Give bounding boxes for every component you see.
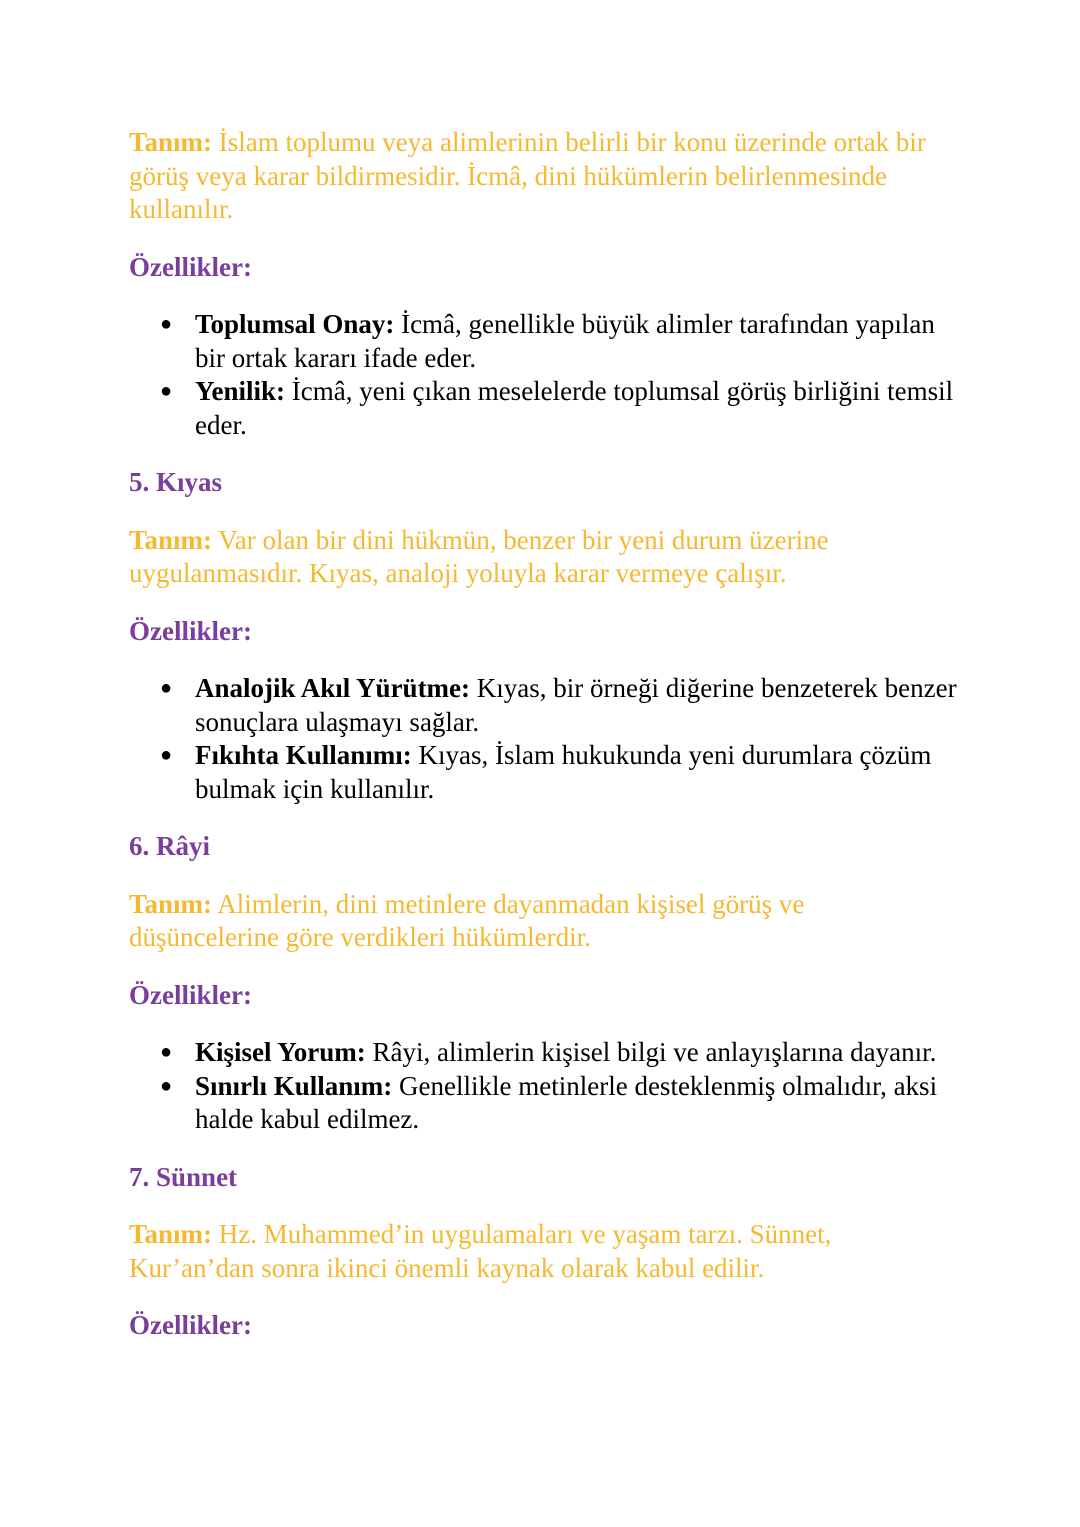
definition-label: Tanım: [129,524,213,555]
list-item [160,1070,959,1137]
document-page [129,126,959,1367]
bullet-icon: ● [160,1041,173,1063]
rayi-definition [129,888,959,955]
rayi-heading: 6. Râyi [129,831,210,861]
feature-text: İcmâ, genellikle büyük alimler tarafından yapılan bir ortak kararı ifade eder. [195,309,935,373]
definition-label: Tanım: [129,127,213,157]
sunnet-features-heading: Özellikler: [129,1310,252,1340]
definition-text: Alimlerin, dini metinlere dayanmadan kişisel görüş ve düşüncelerine göre verdikleri hükümlerdir. [129,888,805,952]
definition-text: İslam toplumu veya alimlerinin belirli bir konu üzerinde ortak bir görüş veya karar bildirmesidir. İcmâ, dini hükümlerin belirlenmesinde kullanılır. [129,127,926,224]
bullet-icon: ● [160,677,173,699]
feature-text: Kıyas, İslam hukukunda yeni durumlara çözüm bulmak için kullanılır. [195,740,932,804]
bullet-icon: ● [160,1074,173,1097]
list-item [160,739,959,806]
kiyas-definition [129,524,959,591]
bullet-icon: ● [160,380,173,402]
definition-text: Var olan bir dini hükmün, benzer bir yeni durum üzerine uygulanmasıdır. Kıyas, analoji yoluyla karar vermeye çalışır. [129,524,829,588]
feature-term: Toplumsal Onay: [195,309,395,339]
kiyas-features-list [129,672,959,806]
list-item [160,375,959,442]
sunnet-definition [129,1218,959,1285]
sunnet-heading: 7. Sünnet [129,1161,238,1192]
icma-definition [129,126,959,227]
feature-text: İcmâ, yeni çıkan meselelerde toplumsal görüş birliğini temsil eder. [195,376,954,440]
list-item [160,308,959,375]
feature-term: Analojik Akıl Yürütme: [195,673,471,703]
rayi-features-list [129,1036,959,1137]
list-item [160,672,959,739]
definition-label: Tanım: [129,1219,213,1249]
feature-text: Kıyas, bir örneği diğerine benzeterek benzer sonuçlara ulaşmayı sağlar. [195,673,957,737]
definition-text: Hz. Muhammed’in uygulamaları ve yaşam tarzı. Sünnet, Kur’an’dan sonra ikinci önemli kaynak olarak kabul edilir. [129,1219,832,1283]
rayi-features-heading: Özellikler: [129,979,252,1010]
feature-term: Yenilik: [195,376,286,406]
kiyas-features-heading: Özellikler: [129,615,252,646]
feature-term: Sınırlı Kullanım: [195,1070,393,1101]
feature-term: Kişisel Yorum: [195,1037,366,1067]
icma-features-heading: Özellikler: [129,251,252,282]
definition-label: Tanım: [129,888,213,919]
bullet-icon: ● [160,744,173,766]
list-item [160,1036,959,1070]
feature-text: Râyi, alimlerin kişisel bilgi ve anlayışlarına dayanır. [365,1037,937,1067]
bullet-icon: ● [160,313,173,335]
icma-features-list [129,308,959,442]
kiyas-heading: 5. Kıyas [129,467,223,497]
feature-text: Genellikle metinlerle desteklenmiş olmalıdır, aksi halde kabul edilmez. [195,1070,938,1134]
feature-term: Fıkıhta Kullanımı: [195,740,412,770]
